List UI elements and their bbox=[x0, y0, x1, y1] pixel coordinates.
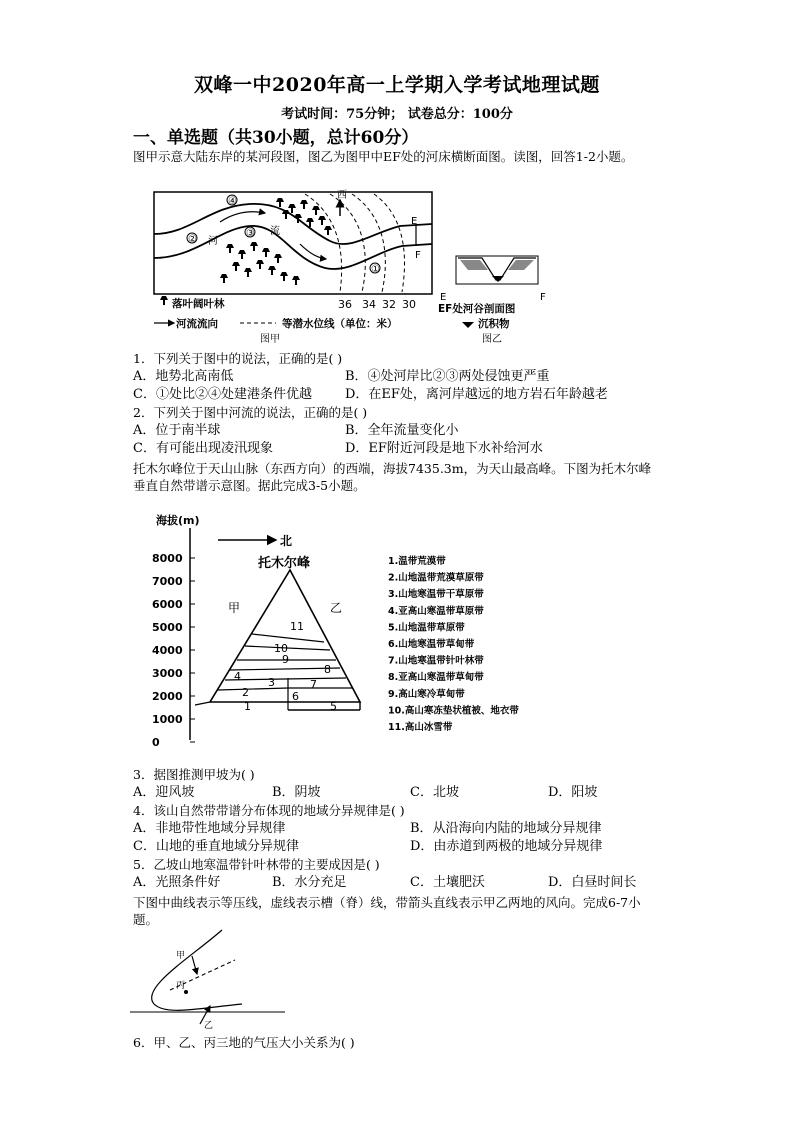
q1-stem: 1．下列关于图中的说法，正确的是( ) bbox=[133, 351, 343, 366]
slope-jia: 甲 bbox=[228, 601, 241, 615]
y-tick-label: 1000 bbox=[152, 713, 183, 726]
zone-legend-item: 7.山地寒温带针叶林带 bbox=[388, 655, 484, 667]
flow-arrow bbox=[220, 212, 265, 222]
zone-legend-item: 8.亚高山寒温带草甸带 bbox=[388, 672, 484, 684]
contour-34: 34 bbox=[362, 298, 376, 311]
q3-option-a[interactable]: A．迎风坡 bbox=[133, 785, 195, 800]
vertical-zone-figure bbox=[150, 510, 570, 750]
y-tick-label: 2000 bbox=[152, 690, 183, 703]
river-bank-lower bbox=[154, 226, 432, 269]
q3-option-b[interactable]: B．阴坡 bbox=[272, 785, 321, 800]
zone-3: 3 bbox=[268, 676, 275, 689]
section-heading: 一、单选题（共30小题，总计60分） bbox=[133, 128, 419, 148]
q4-option-b[interactable]: B．从沿海向内陆的地域分异规律 bbox=[410, 821, 602, 836]
zone-legend-item: 1.温带荒漠带 bbox=[388, 556, 446, 567]
q3-option-d[interactable]: D．阳坡 bbox=[548, 785, 598, 800]
q5-option-b[interactable]: B．水分充足 bbox=[272, 875, 347, 890]
legend-forest: 落叶阔叶林 bbox=[172, 298, 225, 310]
q2-option-d[interactable]: D．EF附近河段是地下水补给河水 bbox=[345, 441, 543, 456]
q2-option-a[interactable]: A．位于南半球 bbox=[133, 423, 221, 438]
q5-stem: 5．乙坡山地寒温带针叶林带的主要成因是( ) bbox=[133, 857, 380, 872]
zone-9: 9 bbox=[282, 653, 289, 666]
q4-option-c[interactable]: C．山地的垂直地域分异规律 bbox=[133, 839, 299, 854]
q2-option-c[interactable]: C．有可能出现凌汛现象 bbox=[133, 441, 273, 456]
y-tick-label: 6000 bbox=[152, 598, 183, 611]
q5-option-c[interactable]: C．土壤肥沃 bbox=[410, 875, 485, 890]
isobar-figure bbox=[130, 928, 290, 1032]
zone-4: 4 bbox=[234, 670, 241, 683]
q3-option-c[interactable]: C．北坡 bbox=[410, 785, 459, 800]
north-label: 西 bbox=[337, 190, 347, 201]
mountain-outline bbox=[210, 570, 360, 702]
q6-stem: 6．甲、乙、丙三地的气压大小关系为( ) bbox=[133, 1035, 355, 1050]
contour-36: 36 bbox=[338, 298, 352, 311]
zone-5: 5 bbox=[330, 700, 337, 713]
caption-fig-a: 图甲 bbox=[260, 334, 280, 344]
q1-option-b[interactable]: B．④处河岸比②③两处侵蚀更严重 bbox=[345, 369, 550, 384]
zone-legend-item: 11.高山冰雪带 bbox=[388, 722, 453, 733]
river-label-1: 河 bbox=[208, 236, 218, 247]
wind-arrow-jia bbox=[192, 956, 197, 974]
y-axis-label: 海拔(m) bbox=[156, 514, 200, 527]
y-tick-label: 0 bbox=[152, 736, 160, 749]
point-jia: 甲 bbox=[176, 951, 186, 961]
y-tick-label: 8000 bbox=[152, 552, 183, 565]
zone-legend-item: 10.高山寒冻垫状植被、地衣带 bbox=[388, 705, 519, 717]
point-1: ① bbox=[371, 264, 380, 275]
cross-title: EF处河谷剖面图 bbox=[438, 303, 516, 315]
q1-option-a[interactable]: A．地势北高南低 bbox=[133, 369, 234, 384]
zone-7: 7 bbox=[310, 678, 317, 691]
river-label-2: 流 bbox=[270, 226, 280, 237]
q1-option-c[interactable]: C．①处比②④处建港条件优越 bbox=[133, 387, 312, 402]
zone-11: 11 bbox=[290, 620, 304, 633]
legend-contour: 等潜水位线（单位：米） bbox=[282, 318, 398, 330]
q5-option-d[interactable]: D．白昼时间长 bbox=[548, 875, 637, 890]
intro-q3-5: 托木尔峰位于天山山脉（东西方向）的西端，海拔7435.3m，为天山最高峰。下图为托木尔峰垂直自然带谱示意图。据此完成3-5小题。 bbox=[133, 461, 652, 493]
q2-stem: 2．下列关于图中河流的说法，正确的是( ) bbox=[133, 405, 368, 420]
zone-8: 8 bbox=[324, 663, 331, 676]
point-f: F bbox=[415, 250, 421, 261]
legend-flow: 河流流向 bbox=[176, 318, 218, 330]
q4-option-d[interactable]: D．由赤道到两极的地域分异规律 bbox=[410, 839, 603, 854]
point-4: ④ bbox=[228, 196, 237, 207]
north-label: 北 bbox=[280, 534, 293, 548]
point-bing: 丙 bbox=[176, 981, 186, 991]
zone-legend-item: 5.山地温带草原带 bbox=[388, 622, 465, 634]
q4-option-a[interactable]: A．非地带性地域分异规律 bbox=[133, 821, 286, 836]
q5-option-a[interactable]: A．光照条件好 bbox=[133, 875, 221, 890]
contour-32: 32 bbox=[382, 298, 396, 311]
slope-yi: 乙 bbox=[330, 601, 343, 615]
cross-e: E bbox=[440, 292, 447, 303]
contour-line bbox=[352, 194, 385, 292]
intro-q6-7: 下图中曲线表示等压线，虚线表示槽（脊）线，带箭头直线表示甲乙两地的风向。完成6-7小题。 bbox=[133, 895, 641, 927]
point-yi: 乙 bbox=[204, 1021, 214, 1031]
zone-legend-item: 3.山地寒温带干草原带 bbox=[388, 589, 484, 601]
q2-option-b[interactable]: B．全年流量变化小 bbox=[345, 423, 459, 438]
y-tick-label: 7000 bbox=[152, 575, 183, 588]
forest-upper bbox=[276, 198, 332, 235]
zone-legend-item: 2.山地温带荒漠草原带 bbox=[388, 572, 484, 584]
zone-legend-item: 4.亚高山寒温带草原带 bbox=[388, 605, 484, 617]
q3-stem: 3．据图推测甲坡为( ) bbox=[133, 767, 255, 782]
q4-stem: 4．该山自然带带谱分布体现的地域分异规律是( ) bbox=[133, 803, 405, 818]
intro-q1-2: 图甲示意大陆东岸的某河段图，图乙为图甲中EF处的河床横断面图。读图，回答1-2小题。 bbox=[133, 149, 634, 164]
zone-legend-item: 6.山地寒温带草甸带 bbox=[388, 639, 475, 650]
cross-section bbox=[456, 256, 538, 284]
q1-option-d[interactable]: D．在EF处，离河岸越远的地方岩石年龄越老 bbox=[345, 387, 608, 402]
peak-label: 托木尔峰 bbox=[258, 556, 311, 571]
contour-line bbox=[374, 194, 405, 292]
caption-fig-b: 图乙 bbox=[482, 334, 502, 344]
zone-2: 2 bbox=[242, 686, 249, 699]
river-map-figure bbox=[140, 186, 560, 344]
y-tick-label: 3000 bbox=[152, 667, 183, 680]
zone-6: 6 bbox=[292, 690, 299, 703]
isobar-curve bbox=[152, 930, 242, 1010]
forest-lower bbox=[220, 242, 300, 285]
zone-legend-item: 9.高山寒冷草甸带 bbox=[388, 688, 465, 700]
page-title: 双峰一中2020年高一上学期入学考试地理试题 bbox=[194, 74, 600, 96]
point-e: E bbox=[411, 216, 418, 227]
point-2: ② bbox=[188, 234, 197, 245]
contour-30: 30 bbox=[402, 298, 416, 311]
legend-deposit: 沉积物 bbox=[478, 318, 510, 330]
zone-1: 1 bbox=[244, 700, 251, 713]
y-tick-label: 5000 bbox=[152, 621, 183, 634]
cross-f: F bbox=[540, 292, 546, 303]
y-tick-label: 4000 bbox=[152, 644, 183, 657]
point-3: ③ bbox=[246, 228, 255, 239]
exam-info: 考试时间：75分钟； 试卷总分：100分 bbox=[281, 107, 513, 122]
zone-10: 10 bbox=[274, 642, 288, 655]
